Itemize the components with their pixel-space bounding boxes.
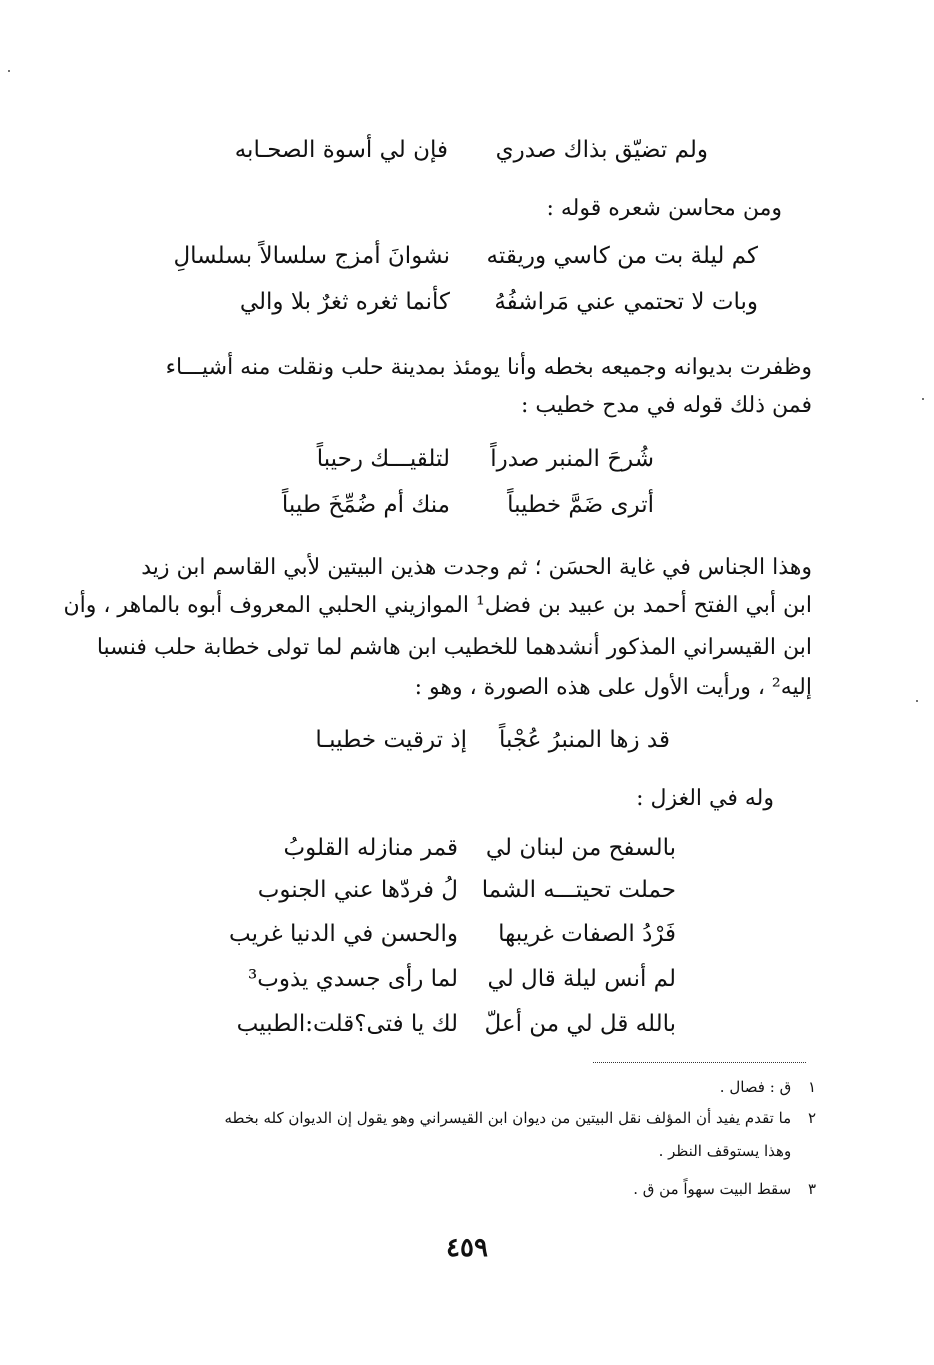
verse-hemistich-first: بالسفح من لبنان لي xyxy=(485,835,676,861)
footnote-number: ٢ xyxy=(807,1109,816,1127)
footnote xyxy=(633,1178,816,1200)
verse-line xyxy=(270,489,654,521)
prose-line: وهذا الجناس في غاية الحسَن ؛ ثم وجدت هذين البيتين لأبي القاسم ابن زيد xyxy=(141,555,812,580)
verse-hemistich-first: لم أنس ليلة قال لي xyxy=(487,966,676,992)
page-number: ٤٥٩ xyxy=(446,1233,488,1263)
verse-hemistich-first: ولم تضيّق بذاك صدري xyxy=(495,137,708,163)
footnote-text: ق : فصال . xyxy=(719,1078,792,1096)
footnote xyxy=(720,1076,816,1098)
verse-line xyxy=(228,918,676,950)
intro-line: وله في الغزل : xyxy=(636,786,774,811)
scan-speck xyxy=(922,398,924,400)
verse-hemistich-second: كأنما ثغره ثغرٌ بلا والي xyxy=(239,289,450,315)
verse-hemistich-second: فإن لي أسوة الصحـابه xyxy=(234,137,448,163)
verse-line xyxy=(173,240,758,272)
footnote-text: ما تقدم يفيد أن المؤلف نقل البيتين من ديوان ابن القيسراني وهو يقول إن الديوان كله بخطه xyxy=(224,1109,792,1127)
verse-hemistich-first: أترى ضَمَّ خطيباً xyxy=(507,492,654,518)
verse-hemistich-second: لما رأى جسدي يذوب³ xyxy=(247,966,458,992)
verse-hemistich-second: لتلقيـــك رحيباً xyxy=(316,446,450,472)
verse-hemistich-second: لك يا فتى؟قلت:الطبيب xyxy=(236,1011,458,1037)
footnote-separator xyxy=(593,1062,806,1063)
verse-hemistich-first: بالله قل لي من أعلّ xyxy=(484,1011,676,1037)
verse-hemistich-first: كم ليلة بت من كاسي وريقته xyxy=(486,243,758,269)
verse-line xyxy=(180,286,758,318)
verse-hemistich-second: نشوانَ أمزج سلسالاً بسلسالِ xyxy=(173,243,450,269)
prose-line: وظفرت بديوانه وجميعه بخطه وأنا يومئذ بمدينة حلب ونقلت منه أشيـــاء xyxy=(165,355,812,380)
verse-hemistich-first: فَرْدُ الصفات غريبها xyxy=(498,921,676,947)
verse-line xyxy=(270,443,654,475)
footnote-text: سقط البيت سهواً من ق . xyxy=(633,1180,792,1198)
verse-line xyxy=(248,963,676,995)
intro-line: ومن محاسن شعره قوله : xyxy=(546,196,782,221)
footnote-number: ٣ xyxy=(807,1180,816,1198)
verse-line xyxy=(248,832,676,864)
verse-hemistich-first: حملت تحيتـــه الشما xyxy=(481,877,676,903)
verse-hemistich-first: قد زها المنبرُ عُجْباً xyxy=(498,727,670,753)
verse-line xyxy=(236,1008,676,1040)
verse-hemistich-second: لُ فردّها عني الجنوب xyxy=(257,877,458,903)
verse-hemistich-second: قمر منازله القلوبُ xyxy=(283,835,458,861)
verse-hemistich-second: والحسن في الدنيا غريب xyxy=(228,921,458,947)
scan-speck xyxy=(8,70,10,72)
footnote-text: وهذا يستوقف النظر . xyxy=(658,1142,792,1160)
verse-line xyxy=(218,134,708,166)
prose-line: ابن القيسراني المذكور أنشدهما للخطيب ابن هاشم لما تولى خطابة حلب فنسبا xyxy=(96,635,812,660)
verse-line xyxy=(287,724,670,756)
prose-line: إليه² ، ورأيت الأول على هذه الصورة ، وهو : xyxy=(414,675,812,700)
footnote-number: ١ xyxy=(807,1078,816,1096)
prose-line: فمن ذلك قوله في مدح خطيب : xyxy=(520,393,812,418)
verse-line xyxy=(248,874,676,906)
prose-line: ابن أبي الفتح أحمد بن عبيد بن فضل¹ الموازيني الحلبي المعروف أبوه بالماهر ، وأن xyxy=(63,593,812,618)
verse-hemistich-second: منك أم ضُمِّخَ طيباً xyxy=(281,492,450,518)
footnote xyxy=(224,1107,816,1129)
scan-speck xyxy=(916,700,918,702)
verse-hemistich-first: شُرحَ المنبر صدراً xyxy=(490,446,654,472)
verse-hemistich-second: إذ ترقيت خطيبـا xyxy=(315,727,467,753)
footnote-continuation xyxy=(659,1140,816,1162)
verse-hemistich-first: وبات لا تحتمي عني مَراشفُهُ xyxy=(494,289,758,315)
